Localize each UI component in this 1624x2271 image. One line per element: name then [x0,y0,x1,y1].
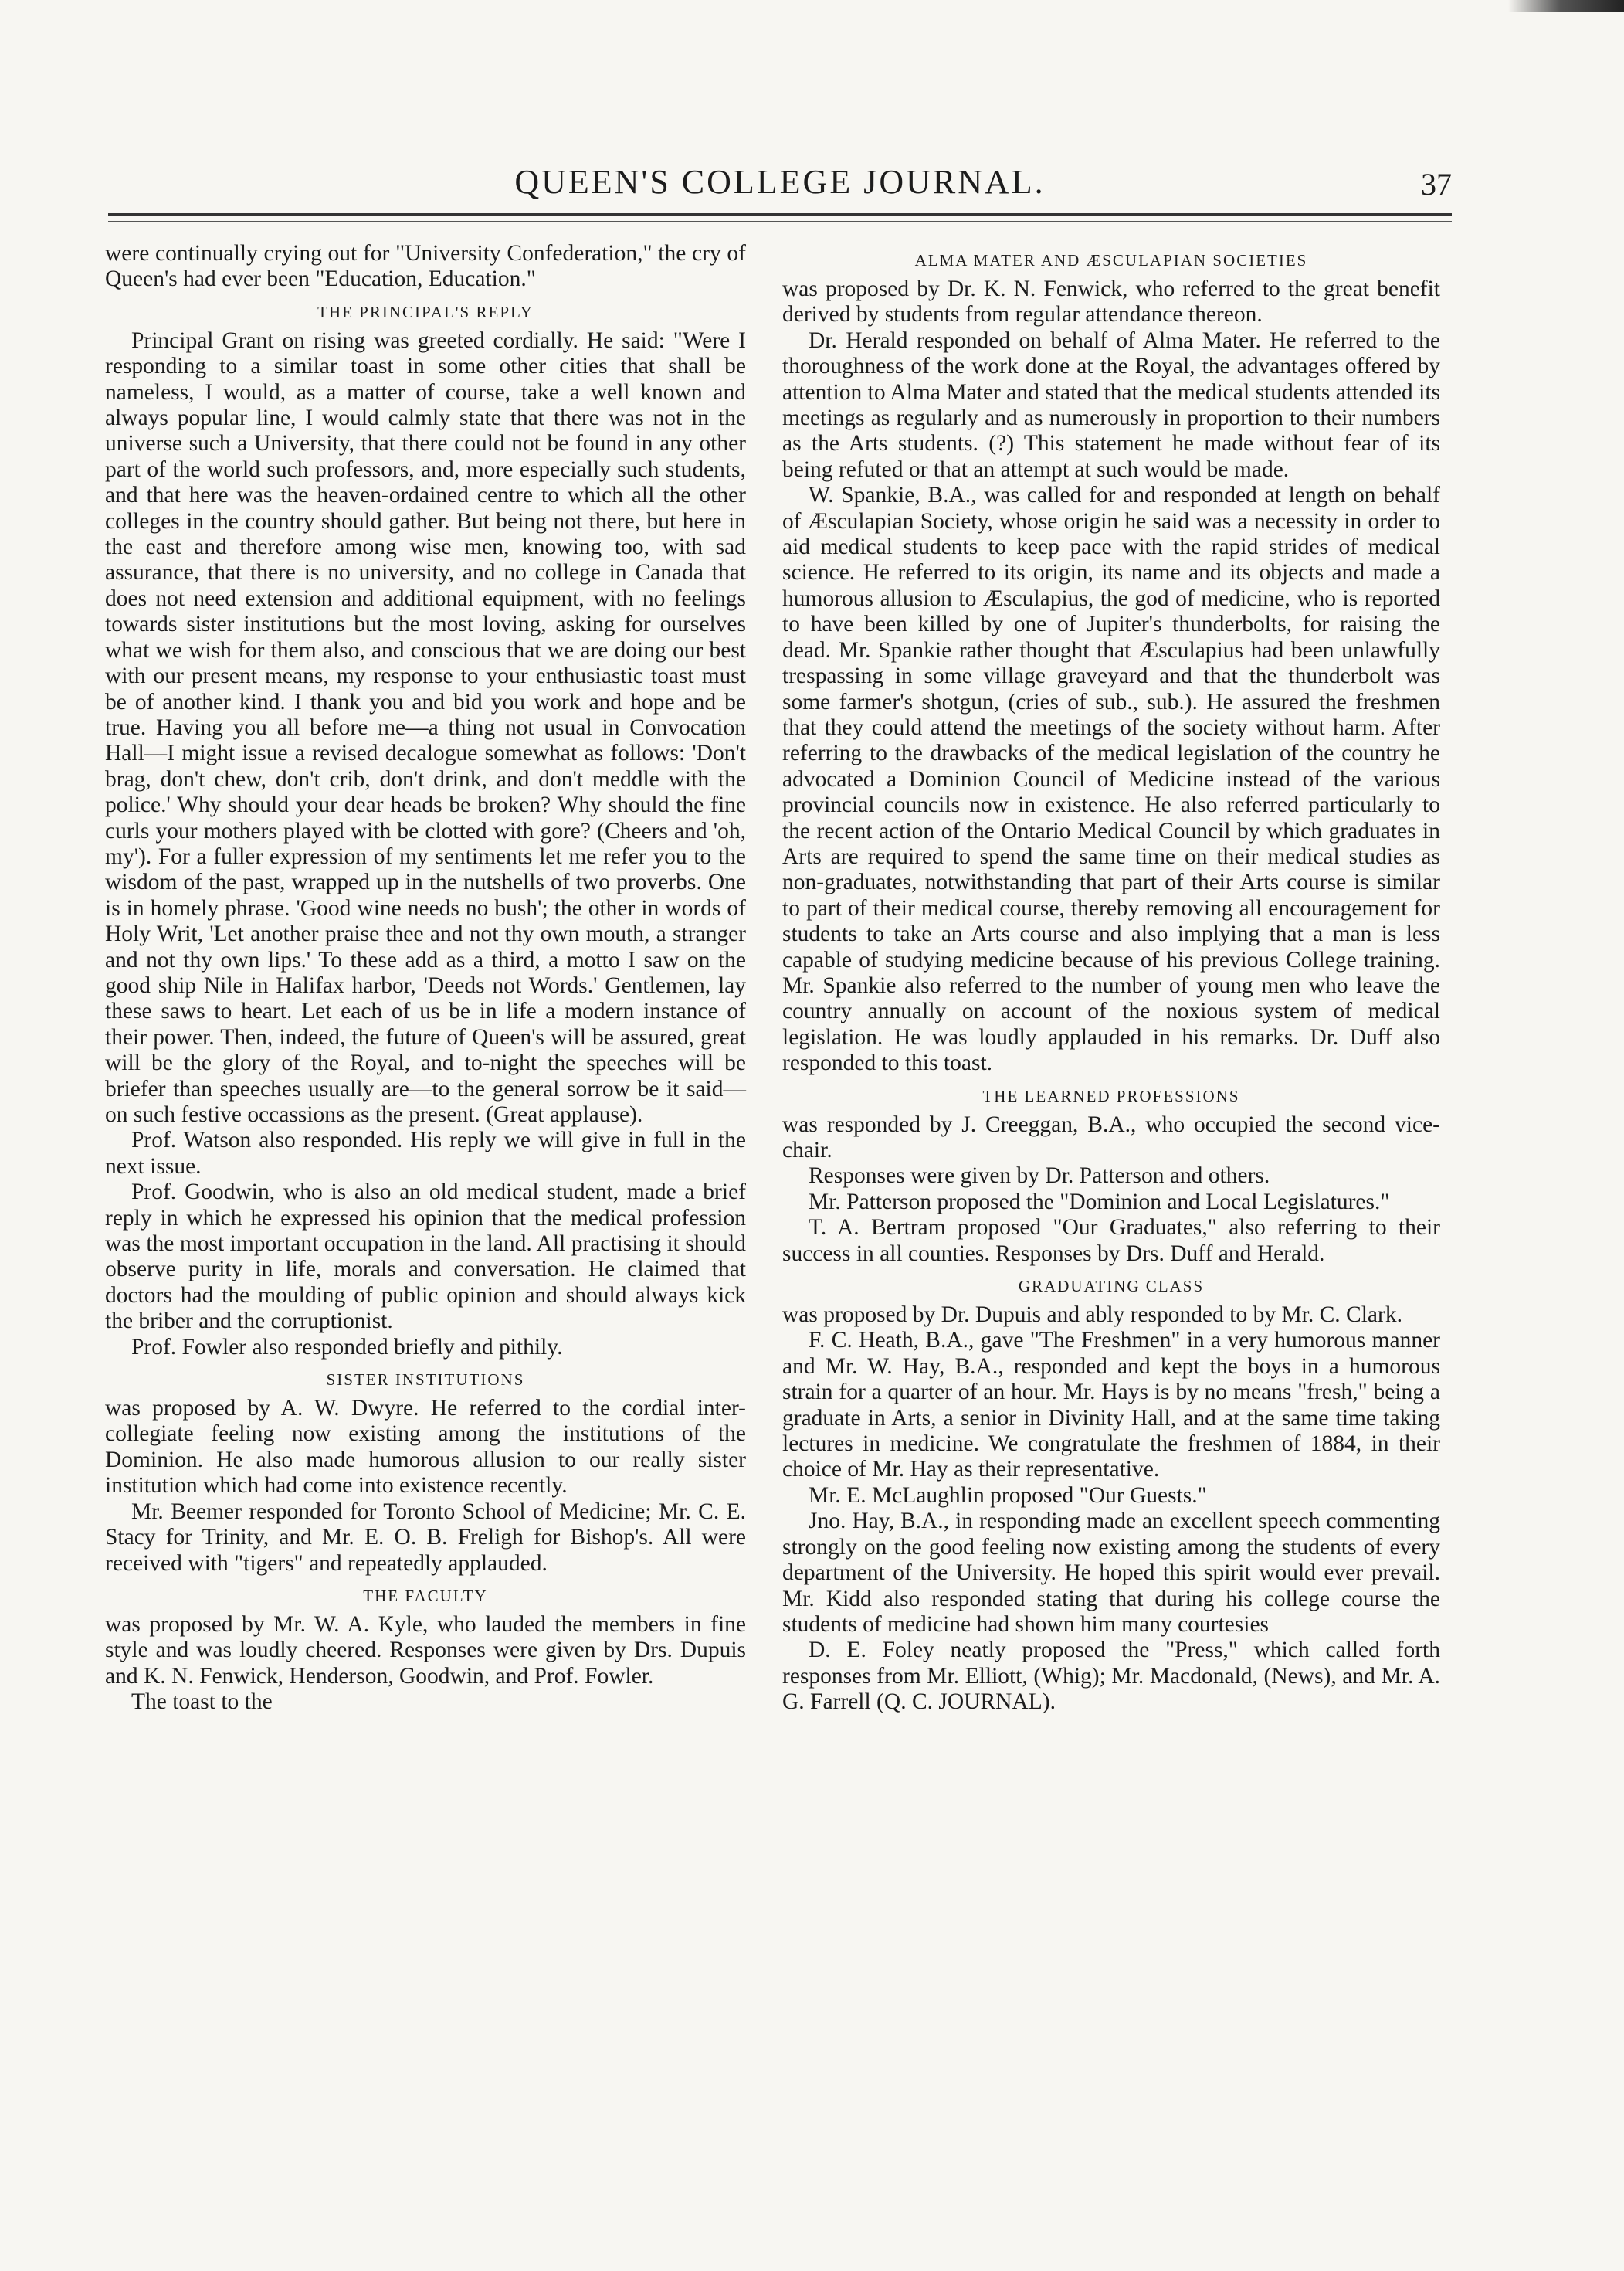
article-paragraph: W. Spankie, B.A., was called for and responded at length on behalf of Æsculapian Society, whose origin he said was a necessity in order to aid medical students to keep pace with the rapid strides of medical science. He referred to its origin, its name and its objects and made a humorous allusion to Æsculapius, the god of medicine, who is reported to have been killed by one of Jupiter's thunderbolts, for raising the dead. Mr. Spankie rather thought that Æsculapius had been unlawfully trespassing in some village graveyard and that the thunderbolt was some farmer's shotgun, (cries of sub., sub.). He assured the freshmen that they could attend the meetings of the society without harm. After referring to the drawbacks of the medical legislation of the country he advocated a Dominion Council of Medicine instead of the various provincial councils now in existence. He also referred particularly to the recent action of the Ontario Medical Council by which graduates in Arts are required to spend the same time on their medical studies as non-graduates, notwithstanding that part of their Arts course is similar to part of their medical course, thereby removing all encouragement for students to take an Arts course and also implying that a man is less capable of studying medicine because of his previous College training. Mr. Spankie also referred to the number of young men who leave the country annually on account of the noxious system of medical legislation. He was loudly applauded in his remarks. Dr. Duff also responded to this toast. [782,483,1440,1076]
article-paragraph: Mr. Patterson proposed the "Dominion and Local Legislatures." [809,1189,1390,1214]
article-paragraph: Prof. Watson also responded. His reply we will give in full in the next issue. [105,1128,746,1179]
article-paragraph: was proposed by Dr. Dupuis and ably responded to by Mr. C. Clark. [782,1302,1402,1328]
article-paragraph: Prof. Fowler also responded briefly and pithily. [131,1334,563,1360]
section-heading: THE FACULTY [363,1586,488,1605]
right-column [782,241,1440,1716]
article-paragraph: was proposed by Dr. K. N. Fenwick, who referred to the great benefit derived by students from regular attendance thereon. [782,277,1440,328]
header-rule-thin [108,221,1452,222]
article-paragraph: Principal Grant on rising was greeted cordially. He said: "Were I responding to a similar toast in some other cities that shall be nameless, I would, as a matter of course, take a well known and always popular line, I would calmly state that there was not in the universe such a University, that there could not be found in any other part of the world such professors, and, more especially such students, and that here was the heaven-ordained centre to which all the other colleges in the country should gather. But being not there, but here in the east and therefore among wise men, knowing too, with sad assurance, that there is no university, and no college in Canada that does not need extension and additional equipment, with no feelings towards sister institutions but the most loving, asking for ourselves what we wish for them also, and conscious that we are doing our best with our present means, my response to your enthusiastic toast must be of another kind. I thank you and bid you work and hope and be true. Having you all before me—a thing not usual in Convocation Hall—I might issue a revised decalogue somewhat as follows: 'Don't brag, don't chew, don't crib, don't drink, and don't meddle with the police.' Why should your dear heads be broken? Why should the fine curls your mothers played with be clotted with gore? (Cheers and 'oh, my'). For a fuller expression of my sentiments let me refer you to the wisdom of the past, wrapped up in the nutshells of two proverbs. One is in homely phrase. 'Good wine needs no bush'; the other in words of Holy Writ, 'Let another praise thee and not thy own mouth, a stranger and not thy own lips.' To these add as a third, a motto I saw on the good ship Nile in Halifax harbor, 'Deeds not Words.' Gentlemen, lay these saws to heart. Let each of us be in life a modern instance of their power. Then, indeed, the future of Queen's will be assured, great will be the glory of the Royal, and to-night the speeches will be briefer than speeches usually are—to the general sorrow be it said—on such festive occassions as the present. (Great applause). [105,328,746,1127]
article-paragraph: was proposed by A. W. Dwyre. He referred to the cordial inter-collegiate feeling now existing among the institutions of the Dominion. He also made humorous allusion to our really sister institution which had come into existence recently. [105,1396,746,1499]
article-paragraph: was responded by J. Creeggan, B.A., who occupied the second vice-chair. [782,1112,1440,1163]
page-number: 37 [1421,167,1452,202]
scan-edge-mark [1508,0,1624,12]
article-paragraph: Mr. E. McLaughlin proposed "Our Guests." [809,1482,1207,1508]
page-header [108,162,1452,209]
section-heading: ALMA MATER AND ÆSCULAPIAN SOCIETIES [914,251,1308,270]
left-column [105,241,746,1716]
article-paragraph: F. C. Heath, B.A., gave "The Freshmen" in a very humorous manner and Mr. W. Hay, B.A., responded and kept the boys in a humorous strain for a quarter of an hour. Mr. Hays is by no means "fresh," being a graduate in Arts, a senior in Divinity Hall, and at the same time taking lectures in medicine. We congratulate the freshmen of 1884, in their choice of Mr. Hay as their representative. [782,1328,1440,1482]
article-paragraph: The toast to the [131,1689,273,1715]
article-paragraph: T. A. Bertram proposed "Our Graduates," also referring to their success in all counties. Responses by Drs. Duff and Herald. [782,1215,1440,1266]
section-heading: THE PRINCIPAL'S REPLY [317,302,534,321]
article-paragraph: Jno. Hay, B.A., in responding made an excellent speech commenting strongly on the good feeling now existing among the students of every department of the University. He hoped this spirit would ever prevail. Mr. Kidd also responded stating that during his college course the students of medicine had shown him many courtesies [782,1509,1440,1637]
article-paragraph: were continually crying out for "University Confederation," the cry of Queen's had ever been "Education, Education." [105,241,746,292]
article-paragraph: Dr. Herald responded on behalf of Alma Mater. He referred to the thoroughness of the work done at the Royal, the advantages offered by attention to Alma Mater and stated that the medical students attended its meetings as regularly and as numerously in proportion to their numbers as the Arts students. (?) This statement he made without fear of its being refuted or that an attempt at such would be made. [782,328,1440,482]
article-paragraph: Responses were given by Dr. Patterson and others. [809,1163,1270,1189]
article-paragraph: Mr. Beemer responded for Toronto School of Medicine; Mr. C. E. Stacy for Trinity, and Mr. E. O. B. Freligh for Bishop's. All were received with "tigers" and repeatedly applauded. [105,1499,746,1576]
running-title: QUEEN'S COLLEGE JOURNAL. [514,163,1046,201]
article-paragraph: was proposed by Mr. W. A. Kyle, who lauded the members in fine style and was loudly cheered. Responses were given by Drs. Dupuis and K. N. Fenwick, Henderson, Goodwin, and Prof. Fowler. [105,1611,746,1689]
header-rule [108,213,1452,216]
article-paragraph: D. E. Foley neatly proposed the "Press," which called forth responses from Mr. Elliott, (Whig); Mr. Macdonald, (News), and Mr. A. G. Farrell (Q. C. JOURNAL). [782,1638,1440,1715]
section-heading: GRADUATING CLASS [1018,1277,1205,1296]
section-heading: SISTER INSTITUTIONS [326,1370,525,1390]
article-paragraph: Prof. Goodwin, who is also an old medical student, made a brief reply in which he expressed his opinion that the medical profession was the most important occupation in the land. All practising it should observe purity in life, morals and conversation. He claimed that doctors had the moulding of public opinion and should always kick the briber and the corruptionist. [105,1180,746,1334]
section-heading: THE LEARNED PROFESSIONS [982,1086,1240,1105]
